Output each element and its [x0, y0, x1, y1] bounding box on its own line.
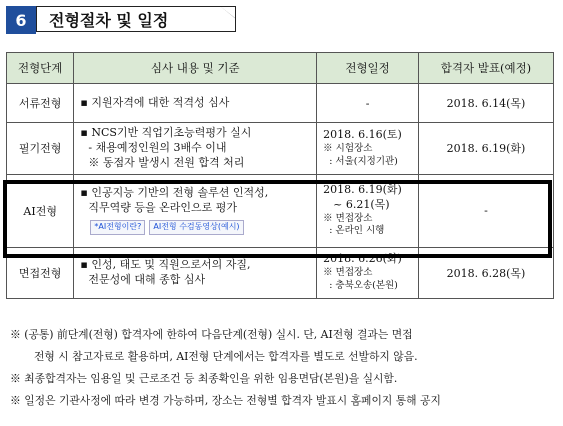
stage-cell: AI전형	[7, 174, 74, 247]
note-line: 전형 시 참고자료로 활용하며, AI전형 단계에서는 합격자를 별도로 선발하지 않음.	[34, 350, 418, 363]
header-stage: 전형단계	[7, 53, 74, 84]
announce-cell: -	[418, 174, 553, 247]
note-line: ※ 일정은 기관사정에 따라 변경 가능하며, 장소는 전형별 합격자 발표시 홈페이지 통해 공지	[10, 394, 441, 407]
stage-cell: 면접전형	[7, 247, 74, 298]
content-line: 전문성에 대해 종합 심사	[88, 272, 206, 286]
content-line: ▪ 인공지능 기반의 전형 솔루션 인적성,	[80, 186, 269, 200]
announce-cell: 2018. 6.28(목)	[418, 247, 553, 298]
schedule-date: 2018. 6.26(화)	[323, 252, 402, 266]
content-line: - 채용예정인원의 3배수 이내	[88, 140, 227, 154]
announce-cell: 2018. 6.19(화)	[418, 123, 553, 175]
notes-section	[10, 324, 558, 412]
schedule-date: 2018. 6.19(화)	[323, 182, 402, 196]
schedule-table	[6, 52, 554, 299]
content-line: ▪ 인성, 태도 및 직원으로서의 자질,	[80, 257, 251, 271]
schedule-date: 2018. 6.16(토)	[323, 128, 402, 142]
section-number: 6	[6, 6, 36, 34]
note-line: ※ 최종합격자는 임용일 및 근로조건 등 최종확인을 위한 임용면담(본원)을 실시함.	[10, 372, 398, 385]
schedule-note: : 온라인 시행	[323, 225, 385, 237]
content-line: 직무역량 등을 온라인으로 평가	[88, 201, 238, 215]
content-line: ※ 동점자 발생시 전원 합격 처리	[88, 155, 245, 169]
header-schedule: 전형일정	[317, 53, 419, 84]
content-line: ▪ 지원자격에 대한 적격성 심사	[80, 95, 230, 109]
section-title: 전형절차 및 일정	[36, 6, 236, 32]
content-line: ▪ NCS기반 직업기초능력평가 실시	[80, 126, 252, 139]
schedule-note: : 서울(지정기관)	[323, 155, 398, 167]
schedule-note: ※ 시험장소	[323, 142, 373, 154]
schedule-note: ※ 면접장소	[323, 267, 373, 279]
header-announce: 합격자 발표(예정)	[418, 53, 553, 84]
schedule-cell: -	[317, 84, 419, 123]
header-content: 심사 내용 및 기준	[74, 53, 317, 84]
stage-cell: 필기전형	[7, 123, 74, 175]
announce-cell: 2018. 6.14(목)	[418, 84, 553, 123]
schedule-date: ~ 6.21(목)	[333, 197, 390, 211]
table-row	[7, 247, 554, 298]
section-header	[6, 6, 238, 34]
stage-cell: 서류전형	[7, 84, 74, 123]
table-row	[7, 123, 554, 175]
schedule-note: : 충북오송(본원)	[323, 279, 398, 291]
schedule-note: ※ 면접장소	[323, 212, 373, 224]
note-line: ※ (공통) 前단계(전형) 합격자에 한하여 다음단계(전형) 실시. 단, AI전형 결과는 면접	[10, 328, 413, 341]
table-row	[7, 174, 554, 247]
ai-info-link-button[interactable]: *AI전형이란?	[90, 220, 145, 235]
table-header-row	[7, 53, 554, 84]
ai-sample-video-link-button[interactable]: AI전형 수검동영상(예시)	[149, 220, 243, 235]
table-row	[7, 84, 554, 123]
